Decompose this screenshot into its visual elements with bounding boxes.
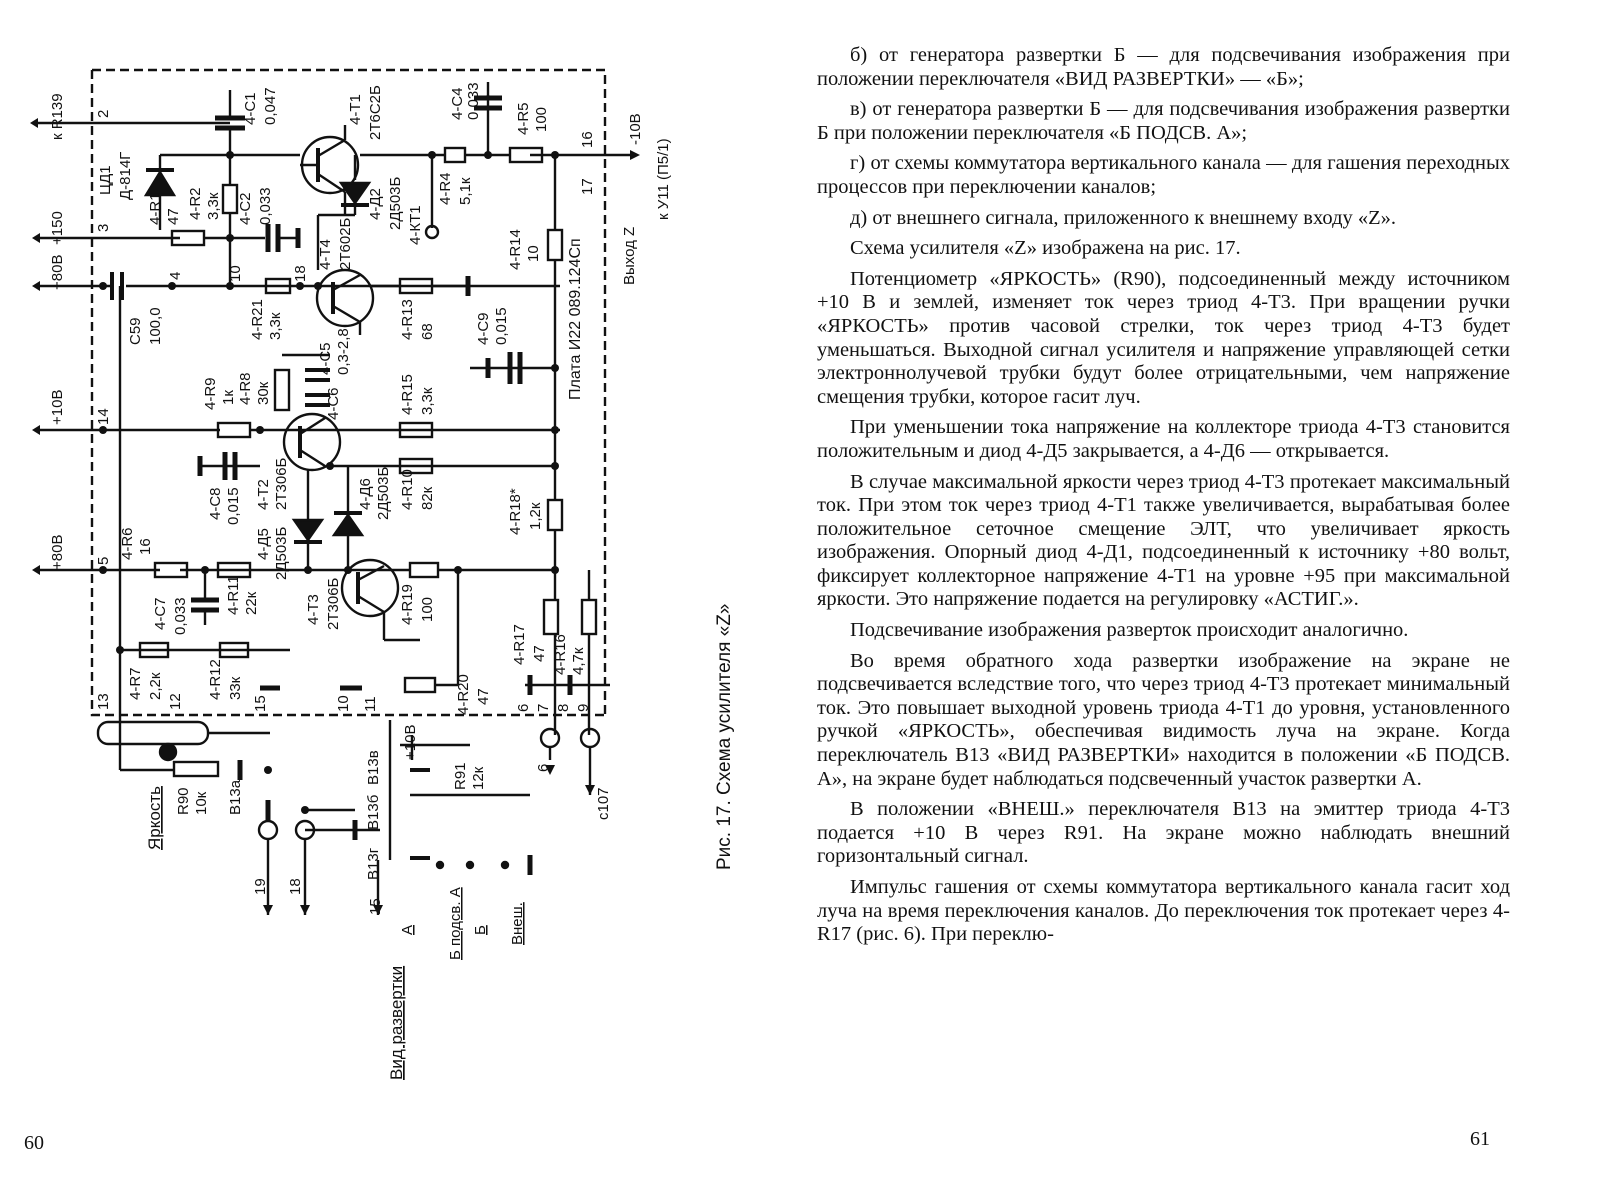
label-r5: 4-R5 [515,102,532,135]
pin-17: 17 [579,178,596,195]
label-c59: С59 [127,317,144,345]
pin-18b: 18 [287,878,304,895]
label-r9: 4-R9 [202,377,219,410]
label-r10-val: 82к [419,486,436,510]
pin-10: 10 [227,265,244,282]
label-r90: R90 [175,787,192,815]
pin-9: 9 [575,703,592,712]
label-r6-val: 16 [137,538,154,555]
label-t3-type: 2Т306Б [325,577,342,630]
pin-14: 14 [95,408,112,425]
label-c8: 4-C8 [207,487,224,520]
paragraph: В положении «ВНЕШ.» переключателя В13 на эмиттер триода 4-Т3 подается +10 В через R91. На экране можно наблюдать внешний горизонтальный сигнал. [817,798,1510,868]
label-d2-type: 2Д503Б [387,176,404,230]
pin-12: 12 [167,693,184,710]
pin-6b: 6 [535,763,552,772]
label-pos-a: А [399,924,416,935]
label-d5-type: 2Д503Б [273,526,290,580]
label-c59-val: 100,0 [147,307,164,345]
pin-19: 19 [252,878,269,895]
label-t1-type: 2Т6С2Б [367,85,384,140]
label-r16-val: 4,7к [570,647,587,675]
label-r7: 4-R7 [127,667,144,700]
label-plus150: +150 [49,211,66,245]
label-r16: 4-R16 [552,634,569,675]
label-t2-type: 2Т306Б [273,457,290,510]
label-r21-val: 3,3к [267,312,284,340]
label-r5-val: 100 [533,106,550,132]
label-vyhod-z: Выход Z [621,226,638,285]
label-plus10v-b: +10В [402,724,419,760]
paragraph: Потенциометр «ЯРКОСТЬ» (R90), подсоединенный между источником +10 В и землей, изменяет ток через триод 4-Т3. При вращении ручки «ЯРКОСТЬ» против часовой стрелки, ток через триод 4-Т3 будет уменьшаться. Выходной сигнал усилителя и напряжение управляющей сетки электроннолучевой трубки будут более отрицательными, чем напряжение смещения трубки, которое гасит луч. [817,267,1510,408]
paragraph: в) от генератора развертки Б — для подсвечивания изображения развертки Б при положении переключателя «Б ПОДСВ. А»; [817,98,1510,144]
label-c1: 4-C1 [242,92,259,125]
label-r17: 4-R17 [511,624,528,665]
label-plus10v: +10В [49,389,66,425]
label-b13b: В13б [365,794,382,830]
label-t3: 4-T3 [305,594,322,625]
label-r8: 4-R8 [237,372,254,405]
paragraph: В случае максимальной яркости через триод 4-Т3 протекает максимальный ток. При этом ток через триод 4-Т1 также увеличивается, вырабатывая более положительное сеточное смещение ЭЛТ, что увеличивает яркость изображения. Опорный диод 4-Д1, подсоединенный к источнику +80 вольт, фиксирует коллекторное напряжение 4-Т1 на уровне +95 при максимальной яркости. Это напряжение подается на регулировку «АСТИГ.». [817,470,1510,611]
label-c8-val: 0,015 [225,487,242,525]
page-number-left: 60 [24,1132,44,1154]
label-c2: 4-C2 [237,192,254,225]
label-r90-val: 10к [193,791,210,815]
pin-11: 11 [362,696,379,712]
label-r20: 4-R20 [455,674,472,715]
label-r4: 4-R4 [437,172,454,205]
label-r18: 4-R18* [507,488,524,535]
label-plus80v-a: +80В [49,254,66,290]
pin-10b: 10 [335,695,352,712]
label-r91-val: 12к [470,766,487,790]
label-yarkost: Яркость [145,786,164,850]
right-page [790,0,1600,1179]
label-c9: 4-C9 [475,312,492,345]
label-r11-val: 22к [243,591,260,615]
label-r9-val: 1к [220,390,237,405]
pin-15b: 15 [367,898,384,915]
paragraph: б) от генератора развертки Б — для подсвечивания изображения при положении переключателя «ВИД РАЗВЕРТКИ» — «Б»; [817,44,1510,90]
label-pos-b-podsv-a: Б подсв. А [447,887,464,960]
label-d2: 4-Д2 [367,188,384,220]
pin-7: 7 [535,703,552,712]
paragraph: Во время обратного хода развертки изображение на экране не подсвечивается вследствие того, что через триод 4-Т3 протекает минимальный ток. Это повышает выходной уровень триода 4-Т1 до уровня, установленного ручкой «ЯРКОСТЬ», обеспечивая видимость луча на экране. Когда переключатель В13 «ВИД РАЗВЕРТКИ» находится в положении «Б ПОДСВ. А», на экране будет наблюдаться подсвеченный участок развертки А. [817,649,1510,790]
label-r12-val: 33к [227,676,244,700]
label-vid-razvertki: Вид развертки [387,965,406,1080]
label-b13g: В13г [365,847,382,880]
paragraph: При уменьшении тока напряжение на коллекторе триода 4-Т3 становится положительным и диод 4-Д5 закрывается, а 4-Д6 — открывается. [817,416,1510,462]
pin-15: 15 [252,695,269,712]
label-c9-val: 0,015 [493,307,510,345]
label-k-u11: к У11 (П5/1) [655,138,672,220]
pin-8: 8 [555,703,572,712]
label-d1-type: Д-814Г [117,151,134,200]
paragraph: д) от внешнего сигнала, приложенного к внешнему входу «Z». [850,206,1397,229]
label-r15: 4-R15 [399,374,416,415]
label-c1-val: 0,047 [262,87,279,125]
label-r19: 4-R19 [399,584,416,625]
label-r13-val: 68 [419,323,436,340]
paragraph: Импульс гашения от схемы коммутатора вертикального канала гасит ход луча на время переключения каналов. До переключения ток протекает через 4-R17 (рис. 6). При переклю- [817,876,1510,946]
pin-16: 16 [579,131,596,148]
figure-caption: Рис. 17. Схема усилителя «Z» [714,603,735,870]
label-r2-val: 3,3к [205,192,222,220]
pin-4: 4 [167,271,184,280]
label-c5: 4-C5 [317,342,334,375]
label-plus80v-b: +80В [49,534,66,570]
label-d5: 4-Д5 [255,528,272,560]
label-r91: R91 [452,762,469,790]
label-c2-val: 0,033 [257,187,274,225]
label-r14: 4-R14 [507,229,524,270]
label-c5-val: 0,3-2,8 [335,328,352,375]
label-c7-val: 0,033 [172,597,189,635]
label-r8-val: 30к [255,381,272,405]
label-r18-val: 1,2к [527,502,544,530]
label-minus10v: -10В [627,113,644,145]
pin-6: 6 [515,703,532,712]
label-r13: 4-R13 [399,299,416,340]
label-pos-b: Б [472,925,489,935]
label-d6-type: 2Д503Б [375,466,392,520]
label-d1: ЦД1 [97,165,114,195]
pin-13: 13 [95,693,112,710]
pin-5: 5 [95,556,112,565]
paragraph: Подсвечивание изображения разверток происходит аналогично. [850,619,1409,642]
pin-3: 3 [95,223,112,232]
label-pos-vnesh: Внеш. [509,902,526,945]
pin-2: 2 [95,109,112,118]
label-t2: 4-T2 [255,479,272,510]
label-r6: 4-R6 [119,527,136,560]
label-r14-val: 10 [525,245,542,262]
label-r1-val: 47 [165,208,182,225]
left-page [0,0,790,1179]
label-b13v: В13в [365,750,382,785]
label-k-r139: к R139 [49,93,66,140]
label-r1: 4-R1 [147,192,164,225]
label-r20-val: 47 [475,688,492,705]
paragraph: г) от схемы коммутатора вертикального канала — для гашения переходных процессов при переключении каналов; [817,152,1510,198]
label-r4-val: 5,1к [457,177,474,205]
label-c4-val: 0,033 [465,82,482,120]
label-kt1: 4-КТ1 [407,205,424,245]
label-c7: 4-C7 [152,597,169,630]
pin-18: 18 [292,265,309,282]
label-c107: с107 [595,787,612,820]
amplifier-schematic [0,0,790,1179]
label-r19-val: 100 [419,596,436,622]
body-text [817,44,1510,954]
label-c6: 4-C6 [325,387,342,420]
label-r7-val: 2,2к [147,672,164,700]
label-t4: 4-T4 [317,239,334,270]
label-r2: 4-R2 [187,187,204,220]
label-d6: 4-Д6 [357,478,374,510]
label-r10: 4-R10 [399,469,416,510]
label-r17-val: 47 [531,645,548,662]
label-r15-val: 3,3к [419,387,436,415]
paragraph: Схема усилителя «Z» изображена на рис. 17. [850,237,1241,260]
label-plata: Плата И22 089.124Сп [567,238,584,400]
label-r12: 4-R12 [207,659,224,700]
label-t1: 4-T1 [347,94,364,125]
label-r11: 4-R11 [225,575,242,615]
page-number-right: 61 [1470,1128,1490,1150]
label-t4-type: 2Т602Б [337,217,354,270]
label-r21: 4-R21 [249,299,266,340]
label-b13a: В13а [227,779,244,815]
label-c4: 4-C4 [449,87,466,120]
